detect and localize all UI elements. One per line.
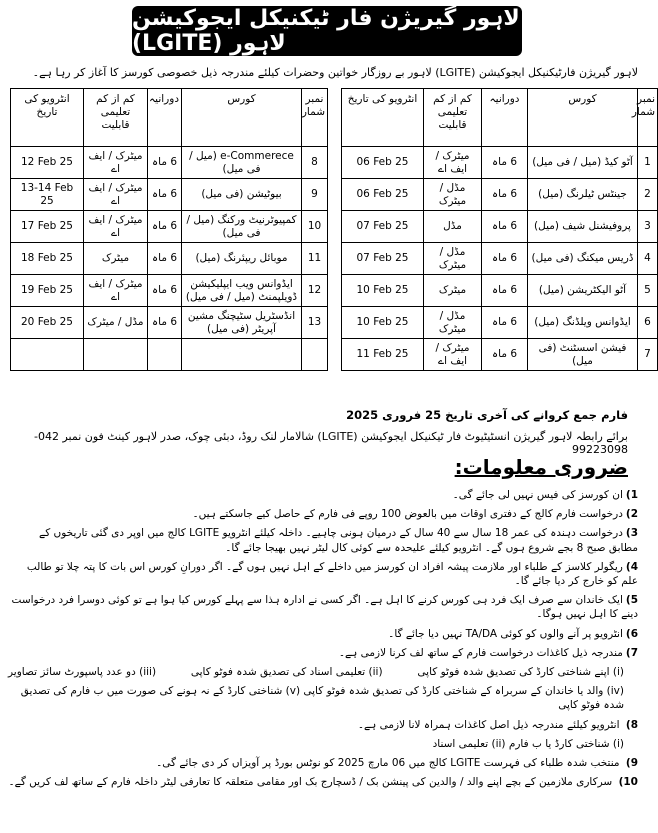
table-row	[11, 339, 658, 371]
notes-list	[8, 488, 638, 794]
cell-qualification: مڈل / میٹرک	[424, 179, 482, 211]
cell-number: 4	[638, 243, 658, 275]
note-number: 7)	[625, 646, 638, 659]
cell-number: 10	[302, 211, 328, 243]
note-number: 5)	[625, 594, 638, 607]
cell-course: آٹو کیڈ (میل / فی میل)	[528, 147, 638, 179]
cell-duration: 6 ماہ	[148, 147, 182, 179]
table-row	[11, 275, 658, 307]
note-text: مندرجہ ذیل کاغذات درخواست فارم کے ساتھ لف کرنا لازمی ہے۔	[338, 646, 623, 659]
note-text: ان کورسز کی فیس نہیں لی جائے گی۔	[452, 489, 623, 501]
cell-qualification: مڈل / میٹرک	[424, 243, 482, 275]
cell-number: 2	[638, 179, 658, 211]
cell-qualification: مڈل / میٹرک	[424, 307, 482, 339]
note-8	[8, 718, 638, 732]
note-text: درخواست فارم کالج کے دفتری اوقات میں بالعوض 100 روپے فی فارم کے حاصل کیے جاسکتے ہیں۔	[192, 508, 623, 521]
cell-course: موبائل ریپئرنگ (میل)	[182, 243, 302, 275]
cell-duration: 6 ماہ	[482, 339, 528, 371]
cell-course: ایڈوانس ویلڈنگ (میل)	[528, 307, 638, 339]
last-date-notice: فارم جمع کروانے کی آخری تاریخ 25 فروری 2025	[346, 408, 628, 422]
note-8-sub: (i) شناختی کارڈ یا ب فارم (ii) تعلیمی اسناد	[432, 737, 624, 750]
cell-number: 12	[302, 275, 328, 307]
cell-course: جینٹس ٹیلرنگ (میل)	[528, 179, 638, 211]
cell-duration: 6 ماہ	[482, 243, 528, 275]
cell-number: 9	[302, 179, 328, 211]
header-qualification: کم از کم تعلیمی قابلیت	[84, 89, 148, 147]
cell-number: 1	[638, 147, 658, 179]
cell-interview-date	[11, 339, 84, 371]
cell-qualification: میٹرک / ایف اے	[84, 147, 148, 179]
cell-interview-date: 06 Feb 25	[342, 179, 424, 211]
table-gap	[328, 211, 342, 243]
cell-qualification: میٹرک / ایف اے	[424, 339, 482, 371]
cell-interview-date: 11 Feb 25	[342, 339, 424, 371]
cell-duration: 6 ماہ	[482, 211, 528, 243]
page-title: لاہور گیریژن فار ٹیکنیکل ایجوکیشن (LGITE) لاہور	[132, 6, 520, 56]
cell-duration	[148, 339, 182, 371]
note-9	[8, 756, 638, 770]
header-interview: انٹرویو کی تاریخ	[342, 89, 424, 147]
table-gap	[328, 179, 342, 211]
cell-qualification	[84, 339, 148, 371]
note-3	[8, 526, 638, 554]
table-row	[11, 147, 658, 179]
cell-course: آٹو الیکٹریشن (میل)	[528, 275, 638, 307]
cell-course	[182, 339, 302, 371]
cell-duration: 6 ماہ	[148, 211, 182, 243]
cell-interview-date: 20 Feb 25	[11, 307, 84, 339]
table-header-row	[11, 89, 658, 147]
cell-qualification: میٹرک / ایف اے	[424, 147, 482, 179]
note-number: 10)	[618, 776, 638, 789]
table-gap	[328, 243, 342, 275]
header-interview: انٹرویو کی تاریخ	[11, 89, 84, 147]
table-row	[11, 307, 658, 339]
cell-number: 5	[638, 275, 658, 307]
note-text: انٹرویو پر آنے والوں کو کوئی TA/DA نہیں دیا جائے گا۔	[388, 627, 623, 640]
cell-number: 3	[638, 211, 658, 243]
note-number: 3)	[625, 527, 638, 540]
note-text: انٹرویو کیلئے مندرجہ ذیل اصل کاغذات ہمراہ لانا لازمی ہے۔	[357, 718, 620, 731]
cell-interview-date: 07 Feb 25	[342, 243, 424, 275]
cell-duration: 6 ماہ	[482, 275, 528, 307]
header-qualification: کم از کم تعلیمی قابلیت	[424, 89, 482, 147]
table-gap	[328, 275, 342, 307]
table-gap	[328, 307, 342, 339]
header-no: نمبر شمار	[638, 89, 658, 147]
note-number: 9)	[625, 757, 638, 770]
cell-number: 13	[302, 307, 328, 339]
cell-course: ڈریس میکنگ (فی میل)	[528, 243, 638, 275]
note-7-sub-1: (i) اپنے شناختی کارڈ کی تصدیق شدہ فوٹو کاپی	[417, 666, 624, 679]
cell-qualification: میٹرک / ایف اے	[84, 211, 148, 243]
cell-qualification: میٹرک / ایف اے	[84, 275, 148, 307]
note-2	[8, 507, 638, 521]
note-7-sub-3: (iii) دو عدد پاسپورٹ سائز تصاویر	[8, 666, 157, 679]
cell-qualification: میٹرک	[84, 243, 148, 275]
note-7-sublist	[8, 665, 624, 679]
note-text: ایک خاندان سے صرف ایک فرد ہی کورس کرنے کا اہل ہے۔ اگر کسی نے ادارہ ہذا سے پہلے کورس کیا ہوا ہے تو کوئی دوسرا فرد درخواست دینے کا اہل نہیں ہوگا۔	[11, 594, 638, 621]
cell-number: 11	[302, 243, 328, 275]
note-7-sub-4: (iv) والد یا خاندان کے سربراہ کے شناختی کارڈ کی تصدیق شدہ فوٹو کاپی (v) شناختی کارڈ کے نہ ہونے کی صورت میں ب فارم کی تصدیق شدہ فوٹو کاپی	[20, 685, 624, 712]
cell-number: 8	[302, 147, 328, 179]
cell-course: کمپیوٹرنیٹ ورکنگ (میل / فی میل)	[182, 211, 302, 243]
cell-course: ایڈوانس ویب ایپلیکیشن ڈویلپمنٹ (میل / فی میل)	[182, 275, 302, 307]
cell-duration: 6 ماہ	[482, 179, 528, 211]
cell-qualification: مڈل / میٹرک	[84, 307, 148, 339]
table-row	[11, 211, 658, 243]
note-6	[8, 627, 638, 641]
course-table	[10, 88, 658, 371]
cell-interview-date: 10 Feb 25	[342, 275, 424, 307]
contact-info: برائے رابطہ لاہور گیریژن انسٹیٹیوٹ فار ٹیکنیکل ایجوکیشن (LGITE) شالامار لنک روڈ، دبئی چوک، صدر لاہور کینٹ فون نمبر 042-99223098	[34, 430, 628, 456]
intro-text: لاہور گیریژن فارٹیکنیکل ایجوکیشن (LGITE) لاہور بے روزگار خواتین وحضرات کیلئے مندرجہ ذیل خصوصی کورسز کا آغاز کر رہا ہے۔	[32, 66, 638, 79]
note-number: 1)	[625, 489, 638, 501]
cell-duration: 6 ماہ	[148, 179, 182, 211]
cell-interview-date: 13-14 Feb 25	[11, 179, 84, 211]
cell-interview-date: 18 Feb 25	[11, 243, 84, 275]
table-gap	[328, 89, 342, 147]
page-title-banner	[132, 6, 522, 56]
cell-duration: 6 ماہ	[148, 243, 182, 275]
note-number: 6)	[625, 627, 638, 640]
table-gap	[328, 147, 342, 179]
cell-number	[302, 339, 328, 371]
header-duration: دورانیہ	[148, 89, 182, 147]
cell-interview-date: 10 Feb 25	[342, 307, 424, 339]
cell-qualification: میٹرک	[424, 275, 482, 307]
note-text: منتخب شدہ طلباء کی فہرست LGITE کالج میں 06 مارچ 2025 کو نوٹس بورڈ پر آویزاں کر دی جائے گی۔	[156, 757, 620, 770]
note-text: درخواست دہندہ کی عمر 18 سال سے 40 سال کے درمیان ہونی چاہیے۔ داخلہ کیلئے انٹرویو LGITE کالج میں اوپر دی گئی تاریخوں کے مطابق صبح 8 بجے شروع ہوں گے۔ انٹرویو کیلئے علیحدہ سے کوئی کال لیٹر نہیں بھیجا جائے گا۔	[39, 527, 638, 554]
cell-interview-date: 19 Feb 25	[11, 275, 84, 307]
cell-number: 7	[638, 339, 658, 371]
table-row	[11, 243, 658, 275]
note-number: 8)	[625, 718, 638, 731]
cell-qualification: میٹرک / ایف اے	[84, 179, 148, 211]
note-1	[8, 488, 638, 502]
cell-interview-date: 06 Feb 25	[342, 147, 424, 179]
cell-duration: 6 ماہ	[148, 307, 182, 339]
notes-heading: ضروری معلومات:	[454, 455, 628, 479]
note-7	[8, 646, 638, 660]
cell-interview-date: 12 Feb 25	[11, 147, 84, 179]
note-number: 2)	[625, 508, 638, 521]
note-4	[8, 560, 638, 588]
note-text: سرکاری ملازمین کے بچے اپنے والد / والدین کی پینشن بک / ڈسچارج بک اور مقامی متعلقہ کا تعارفی لیٹر داخلہ فارم کے ساتھ لف کریں گے۔	[8, 776, 613, 789]
table-row	[11, 179, 658, 211]
note-number: 4)	[625, 560, 638, 573]
header-course: کورس	[182, 89, 302, 147]
cell-course: فیشن اسسٹنٹ (فی میل)	[528, 339, 638, 371]
table-gap	[328, 339, 342, 371]
cell-course: e-Commerece (میل / فی میل)	[182, 147, 302, 179]
cell-interview-date: 07 Feb 25	[342, 211, 424, 243]
header-no: نمبر شمار	[302, 89, 328, 147]
note-10	[8, 775, 638, 789]
cell-qualification: مڈل	[424, 211, 482, 243]
cell-duration: 6 ماہ	[148, 275, 182, 307]
note-5	[8, 593, 638, 621]
cell-course: بیوٹیشن (فی میل)	[182, 179, 302, 211]
note-text: ریگولر کلاسز کے طلباء اور ملازمت پیشہ افراد ان کورسز میں داخلے کے اہل نہیں ہوں گے۔ اگر دورانِ کورس اس بات کا پتہ چلا تو طالب علم کو خارج کر دیا جائے گا۔	[26, 560, 638, 588]
cell-number: 6	[638, 307, 658, 339]
cell-duration: 6 ماہ	[482, 307, 528, 339]
note-7-sub-2: (ii) تعلیمی اسناد کی تصدیق شدہ فوٹو کاپی	[190, 666, 383, 679]
cell-course: انڈسٹریل سٹیچنگ مشین آپریٹر (فی میل)	[182, 307, 302, 339]
cell-course: پروفیشنل شیف (میل)	[528, 211, 638, 243]
cell-interview-date: 17 Feb 25	[11, 211, 84, 243]
header-course: کورس	[528, 89, 638, 147]
cell-duration: 6 ماہ	[482, 147, 528, 179]
header-duration: دورانیہ	[482, 89, 528, 147]
